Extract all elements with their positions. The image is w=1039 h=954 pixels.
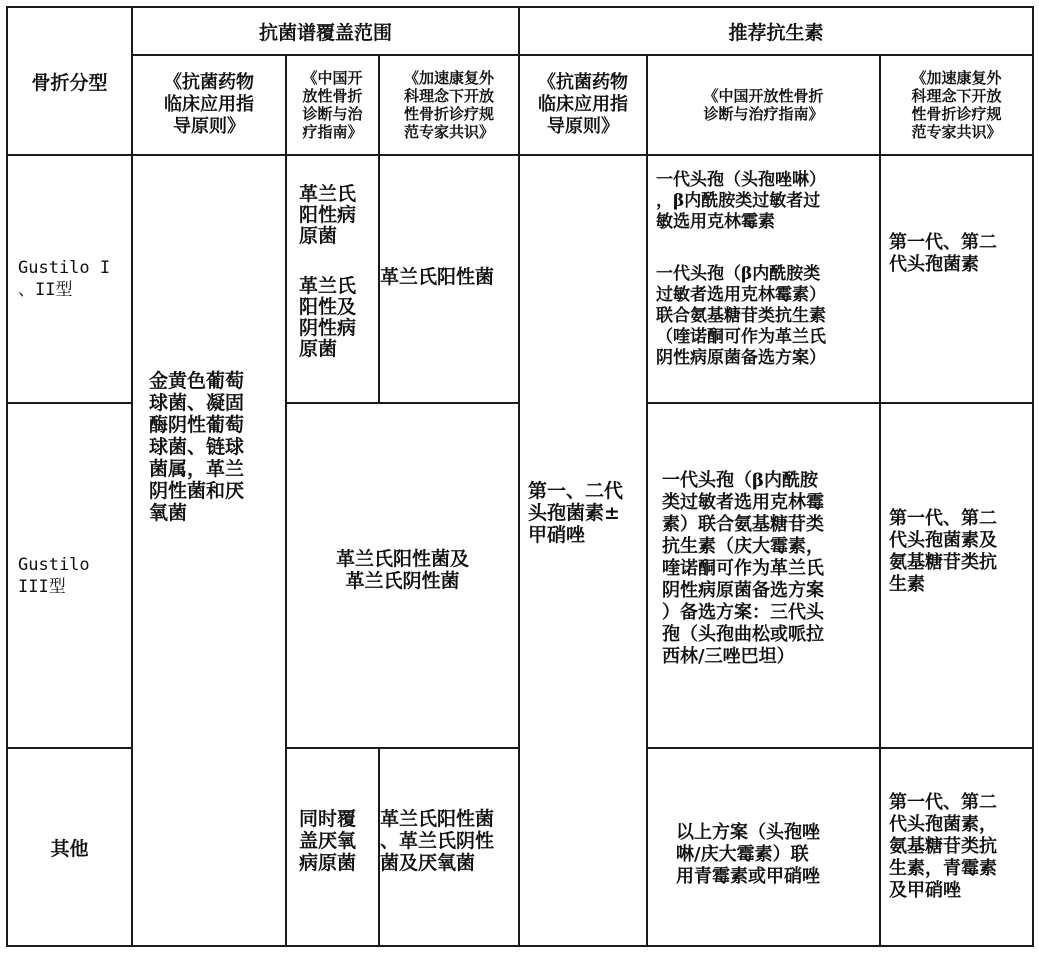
antibiotic-source3-row1: [881, 232, 1032, 292]
antibiotic-source2-row2-text: 一代头孢（β内酰胺 类过敏者选用克林霉 素）联合氨基糖苷类 抗生素（庆大霉素， 喹诺酮可作为革兰氏 阴性病原菌备选方案 ）备选方案：三代头 孢（头孢曲松或哌拉 西林/三唑巴坦）: [662, 470, 824, 667]
spectrum-source2-row1-lower: [287, 276, 378, 376]
row-label-gustilo-3: [8, 404, 131, 747]
row-label-gustilo-1-2: [8, 156, 131, 402]
spectrum-source2-row3: [287, 808, 378, 888]
group-header-spectrum: [133, 8, 518, 54]
spectrum-source2-row1-lower-text: 革兰氏 阳性及 阴性病 原菌: [299, 276, 357, 360]
source-header-5: [648, 56, 879, 154]
antibiotic-source3-row1-text: 第一代、第二 代头孢菌素: [889, 232, 997, 275]
antibiotic-source3-row3: [881, 792, 1032, 912]
row-divider-b3: [647, 747, 1034, 749]
column-header-fracture-type: [8, 8, 131, 154]
antibiotic-source2-row1-upper: [648, 170, 879, 240]
source-header-1: [133, 56, 285, 154]
spectrum-source2-row3-text: 同时覆 盖厌氧 病原菌: [299, 808, 357, 874]
spectrum-source3-row3: [380, 808, 518, 888]
row-label-gustilo-1-2-text: Gustilo I 、II型: [18, 258, 111, 300]
row-divider-a3: [647, 402, 1034, 404]
antibiotic-source2-row2: [648, 470, 879, 680]
table-border-right: [1032, 6, 1034, 947]
source-header-6-text: 《加速康复外 科理念下开放 性骨折诊疗规 范专家共识》: [911, 69, 1002, 141]
row-label-gustilo-3-text: Gustilo III型: [18, 554, 90, 597]
spectrum-source1-merged-text: 金黄色葡萄 球菌、凝固 酶阴性葡萄 球菌、链球 菌属，革兰 阴性菌和厌 氧菌: [149, 370, 245, 524]
antibiotic-source3-row3-text: 第一代、第二 代头孢菌素， 氨基糖苷类抗 生素，青霉素 及甲硝唑: [889, 792, 997, 901]
spectrum-source3-row1: [380, 266, 518, 296]
row-divider-b2: [286, 747, 519, 749]
spectrum-source3-row1-text: 革兰氏阳性菌: [380, 266, 495, 288]
source-header-3-text: 《加速康复外 科理念下开放 性骨折诊疗规 范专家共识》: [403, 69, 494, 141]
antibiotic-source1-merged-text: 第一、二代 头孢菌素± 甲硝唑: [528, 480, 624, 546]
source-header-1-text: 《抗菌药物 临床应用指 导原则》: [164, 72, 254, 137]
group-header-spectrum-text: 抗菌谱覆盖范围: [258, 21, 392, 44]
source-header-2-text: 《中国开 放性骨折 诊断与治 疗指南》: [302, 69, 363, 141]
row-label-other-text: 其他: [50, 837, 89, 860]
source-header-6: [881, 56, 1032, 154]
spectrum-source1-merged: [133, 370, 285, 570]
antibiotic-source3-row2-text: 第一代、第二 代头孢菌素及 氨基糖苷类抗 生素: [889, 508, 997, 595]
source-header-4-text: 《抗菌药物 临床应用指 导原则》: [538, 72, 628, 137]
antibiotic-source2-row1-upper-text: 一代头孢（头孢唑啉） ，β内酰胺类过敏者过 敏选用克林霉素: [656, 170, 826, 232]
source-header-4: [520, 56, 646, 154]
row-divider-a2: [286, 402, 519, 404]
group-header-antibiotic: [520, 8, 1032, 54]
spectrum-row2-merged-text: 革兰氏阳性菌及 革兰氏阴性菌: [335, 548, 469, 592]
antibiotic-source2-row3: [648, 822, 879, 892]
antibiotic-source1-merged: [520, 480, 646, 560]
antibiotic-source3-row2: [881, 508, 1032, 608]
group-header-antibiotic-text: 推荐抗生素: [728, 21, 824, 44]
antibiotic-source2-row1-lower: [648, 264, 879, 384]
spectrum-source2-row1-upper: [287, 184, 378, 264]
spectrum-source2-row1-upper-text: 革兰氏 阳性病 原菌: [299, 184, 357, 247]
column-header-fracture-type-text: 骨折分型: [31, 71, 108, 94]
row-label-other: [8, 749, 131, 945]
source-header-3: [380, 56, 518, 154]
source-header-2: [287, 56, 378, 154]
spectrum-row2-merged: [287, 530, 518, 610]
antibiotic-source2-row1-lower-text: 一代头孢（β内酰胺类 过敏者选用克林霉素） 联合氨基糖苷类抗生素 （喹诺酮可作为革兰氏 阴性病原菌备选方案）: [656, 264, 826, 368]
antibiotic-source2-row3-text: 以上方案（头孢唑 啉/庆大霉素）联 用青霉素或甲硝唑: [676, 822, 820, 887]
spectrum-source3-row3-text: 革兰氏阳性菌 、革兰氏阴性 菌及厌氧菌: [380, 808, 495, 874]
source-header-5-text: 《中国开放性骨折 诊断与治疗指南》: [703, 87, 824, 123]
